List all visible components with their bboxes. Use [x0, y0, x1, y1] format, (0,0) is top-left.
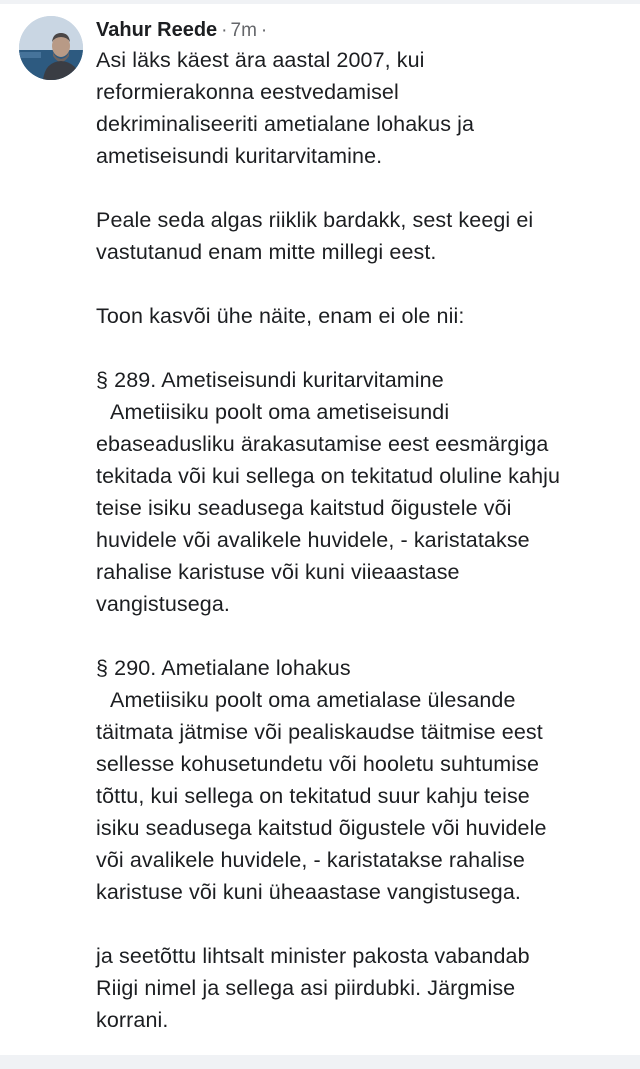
text-line: isiku seadusega kaitstud õigustele või huvidele	[96, 816, 547, 840]
paragraph-conclusion	[96, 940, 626, 1036]
text-line: täitmata jätmise või pealiskaudse täitmise eest	[96, 720, 543, 744]
text-line: vastutanud enam mitte millegi eest.	[96, 240, 437, 264]
top-divider	[0, 0, 640, 4]
paragraph-section-289	[96, 364, 626, 620]
text-line: Asi läks käest ära aastal 2007, kui	[96, 48, 425, 72]
paragraph-intro	[96, 44, 626, 172]
post-timestamp[interactable]: 7m	[230, 20, 257, 41]
text-line: Toon kasvõi ühe näite, enam ei ole nii:	[96, 304, 465, 328]
post	[96, 16, 626, 1036]
text-line: ja seetõttu lihtsalt minister pakosta vabandab	[96, 944, 530, 968]
text-line: reformierakonna eestvedamisel	[96, 80, 399, 104]
trailing-dot: ·	[260, 20, 268, 41]
text-line: dekriminaliseeriti ametialane lohakus ja	[96, 112, 475, 136]
text-line: vangistusega.	[96, 592, 230, 616]
text-line: huvidele või avalikele huvidele, - karistatakse	[96, 528, 530, 552]
profile-photo-icon	[19, 16, 83, 80]
text-line: rahalise karistuse või kuni viieaastase	[96, 560, 460, 584]
section-heading: § 289. Ametiseisundi kuritarvitamine	[96, 368, 444, 392]
paragraph-section-290	[96, 652, 626, 908]
text-line: või avalikele huvidele, - karistatakse rahalise	[96, 848, 525, 872]
post-header	[96, 16, 626, 44]
text-line: karistuse või kuni üheaastase vangistusega.	[96, 880, 521, 904]
text-line: teise isiku seadusega kaitstud õigustele või	[96, 496, 512, 520]
text-line: Ametiisiku poolt oma ametiseisundi	[110, 400, 450, 424]
paragraph-example-intro	[96, 300, 626, 332]
author-name[interactable]: Vahur Reede	[96, 19, 218, 41]
text-line: sellesse kohusetundetu või hooletu suhtumise	[96, 752, 540, 776]
text-line: Peale seda algas riiklik bardakk, sest keegi ei	[96, 208, 534, 232]
text-line: Ametiisiku poolt oma ametialase ülesande	[110, 688, 516, 712]
text-line: ebaseadusliku ärakasutamise eest eesmärgiga	[96, 432, 549, 456]
post-text	[96, 44, 626, 1036]
section-heading: § 290. Ametialane lohakus	[96, 656, 351, 680]
text-line: korrani.	[96, 1008, 169, 1032]
avatar[interactable]	[19, 16, 83, 80]
text-line: tekitada või kui sellega on tekitatud oluline kahju	[96, 464, 561, 488]
text-line: Riigi nimel ja sellega asi piirdubki. Järgmise	[96, 976, 516, 1000]
paragraph-consequence	[96, 204, 626, 268]
text-line: ametiseisundi kuritarvitamine.	[96, 144, 383, 168]
bottom-divider	[0, 1055, 640, 1069]
separator-dot: ·	[221, 20, 228, 41]
text-line: tõttu, kui sellega on tekitatud suur kahju teise	[96, 784, 530, 808]
